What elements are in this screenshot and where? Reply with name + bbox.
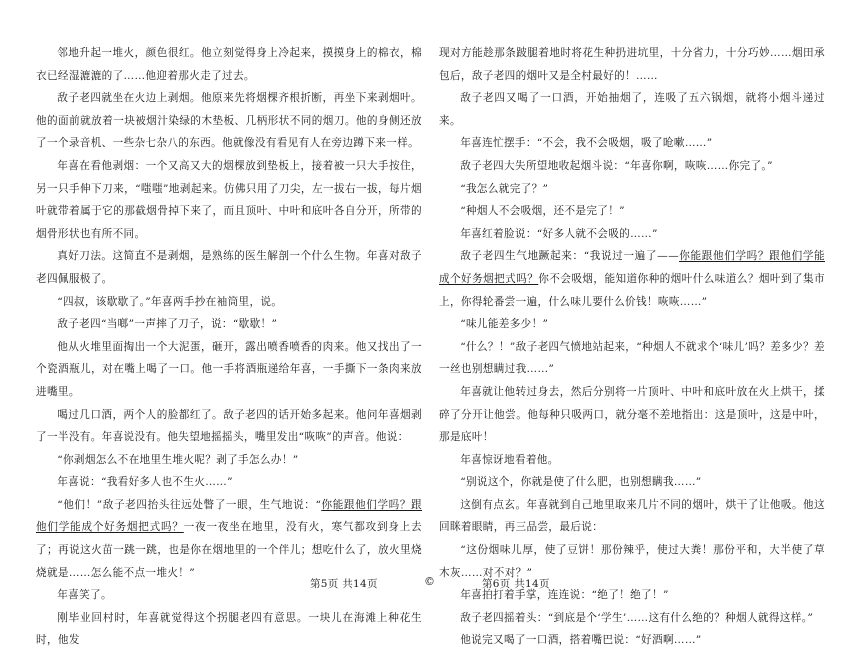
page-number-right: 第6页 共14页 <box>482 578 550 590</box>
paragraph: 真好刀法。这简直不是剥烟，是熟练的医生解剖一个什么生物。年喜对敌子老四佩服极了。 <box>36 250 422 285</box>
paragraph: 刚毕业回村时，年喜就觉得这个拐腿老四有意思。一块儿在海滩上种花生时，他发 <box>36 611 422 647</box>
paragraph: 敌子老四又喝了一口酒，开始抽烟了，连吸了五六锅烟，就将小烟斗递过来。 <box>439 92 825 127</box>
paragraph: “什么？！”敌子老四气愤地站起来，“种烟人不就求个‘味儿’吗？差多少？差一丝也别想瞒过我……” <box>439 340 825 376</box>
paragraph: 邻地升起一堆火，颜色很红。他立刻觉得身上冷起来，摸摸身上的棉衣，棉衣已经湿漉漉的了……他迎着那火走了过去。 <box>36 47 422 82</box>
text-span: 一夜一夜坐在地里，没有火，寒气都攻到身上去了；再说这火苗一跳一跳，也是你在烟地里的一个伴儿；想吃什么了，放火里烧烧就是……怎么能不点一堆火！” <box>36 521 422 579</box>
paragraph: 年喜连忙摆手：“不会，我不会吸烟，吸了呛嗽……” <box>460 137 713 150</box>
paragraph: “别说这个，你就是使了什么肥，也别想瞒我……” <box>460 476 702 489</box>
paragraph: 年喜惊讶地看着他。 <box>460 453 559 466</box>
text-span: “他们！”敌子老四抬头往远处瞥了一眼，生气地说：“ <box>57 498 322 511</box>
copyright-mark: © <box>424 575 435 588</box>
paragraph: 年喜红着脸说：“好多人就不会吸的……” <box>460 227 658 240</box>
text-span: 你不会吸烟，能知道你种的烟叶什么味道么？烟叶到了集市上，你得轮番尝一遍，什么味儿要什么价钱！咴咴……” <box>439 272 825 308</box>
paragraph: 年喜在看他剥烟：一个又高又大的烟棵放到垫板上，接着被一只大手按住，另一只手伸下刀来，“嗤嗤”地剥起来。仿佛只用了刀尖，左一拔右一拔，每片烟叶就带着属于它的那截烟骨掉下来了，而且顶叶、中叶和底叶各自分开，所带的烟骨形状也有所不同。 <box>36 159 422 240</box>
paragraph: “这份烟味儿厚，使了豆饼！那份辣乎，使过大粪！那份平和，大半使了草木灰……对不对？” <box>439 544 825 579</box>
paragraph: 年喜拍打着手掌，连连说：“绝了！绝了！” <box>460 589 669 602</box>
paragraph: 他说完又喝了一口酒，搭着嘴巴说：“好酒啊……” <box>460 634 702 647</box>
left-page-column <box>36 42 422 652</box>
underlined-text: 你能跟他们学吗？跟他们学能成个好务烟把式吗？ <box>439 250 825 285</box>
paragraph: 这倒有点玄。年喜就到自己地里取来几片不同的烟叶，烘干了让他吸。他这回眯着眼睛，再三品尝，最后说： <box>439 498 825 534</box>
right-page-column <box>439 42 825 652</box>
paragraph: 喝过几口酒，两个人的脸都红了。敌子老四的话开始多起来。他问年喜烟剥了一半没有。年喜说没有。他失望地摇摇头，嘴里发出“咴咴”的声音。他说： <box>36 408 422 444</box>
paragraph: “我怎么就完了？” <box>460 182 549 195</box>
paragraph: 敌子老四就坐在火边上剥烟。他原来先将烟棵齐根折断，再坐下来剥烟叶。他的面前就放着一块被烟汁染绿的木垫板、几柄形状不同的烟刀。他的身侧还放了一个录音机、一些杂七杂八的东西。他就像没有看见有人在旁边蹲下来一样。 <box>36 92 422 150</box>
paragraph: “你剥烟怎么不在地里生堆火呢？剥了手怎么办！” <box>57 453 299 466</box>
paragraph: 敌子老四大失所望地收起烟斗说：“年喜你啊，咴咴……你完了。” <box>460 159 773 172</box>
paragraph: 他从火堆里面掏出一个大泥蛋，砸开，露出喷香喷香的肉来。他又找出了一个瓷酒瓶儿，对在嘴上喝了一口。他一手将酒瓶递给年喜，一手撕下一条肉来放进嘴里。 <box>36 340 422 398</box>
paragraph: 年喜说：“我看好多人也不生火……” <box>57 476 233 489</box>
page-number-left: 第5页 共14页 <box>310 578 378 590</box>
paragraph: “味儿能差多少！” <box>460 318 549 331</box>
paragraph: “四叔，该歇歇了。”年喜两手抄在袖筒里，说。 <box>57 295 283 308</box>
paragraph: 年喜就让他转过身去，然后分别将一片顶叶、中叶和底叶放在火上烘干，揉碎了分开让他尝。他每种只吸两口，就分毫不差地指出：这是顶叶，这是中叶，那是底叶！ <box>439 385 825 444</box>
paragraph <box>36 494 422 584</box>
paragraph: 现对方能趁那条跛腿着地时将花生种扔进坑里，十分省力，十分巧妙……烟田承包后，敌子老四的烟叶又是全村最好的！…… <box>439 47 825 82</box>
paragraph: 敌子老四摇着头：“到底是个‘学生’……这有什么绝的？种烟人就得这样。” <box>460 611 814 624</box>
paragraph: 年喜笑了。 <box>57 589 112 602</box>
paragraph: “种烟人不会吸烟，还不是完了！” <box>460 205 625 218</box>
paragraph: 敌子老四“当啷”一声摔了刀子，说：“歇歇！” <box>57 318 278 331</box>
underlined-text: 你能跟他们学吗？跟他们学能成个好务烟把式吗？ <box>36 498 422 534</box>
text-span: 敌子老四生气地蹶起来：“我说过一遍了—— <box>460 250 680 263</box>
paragraph <box>439 245 825 313</box>
